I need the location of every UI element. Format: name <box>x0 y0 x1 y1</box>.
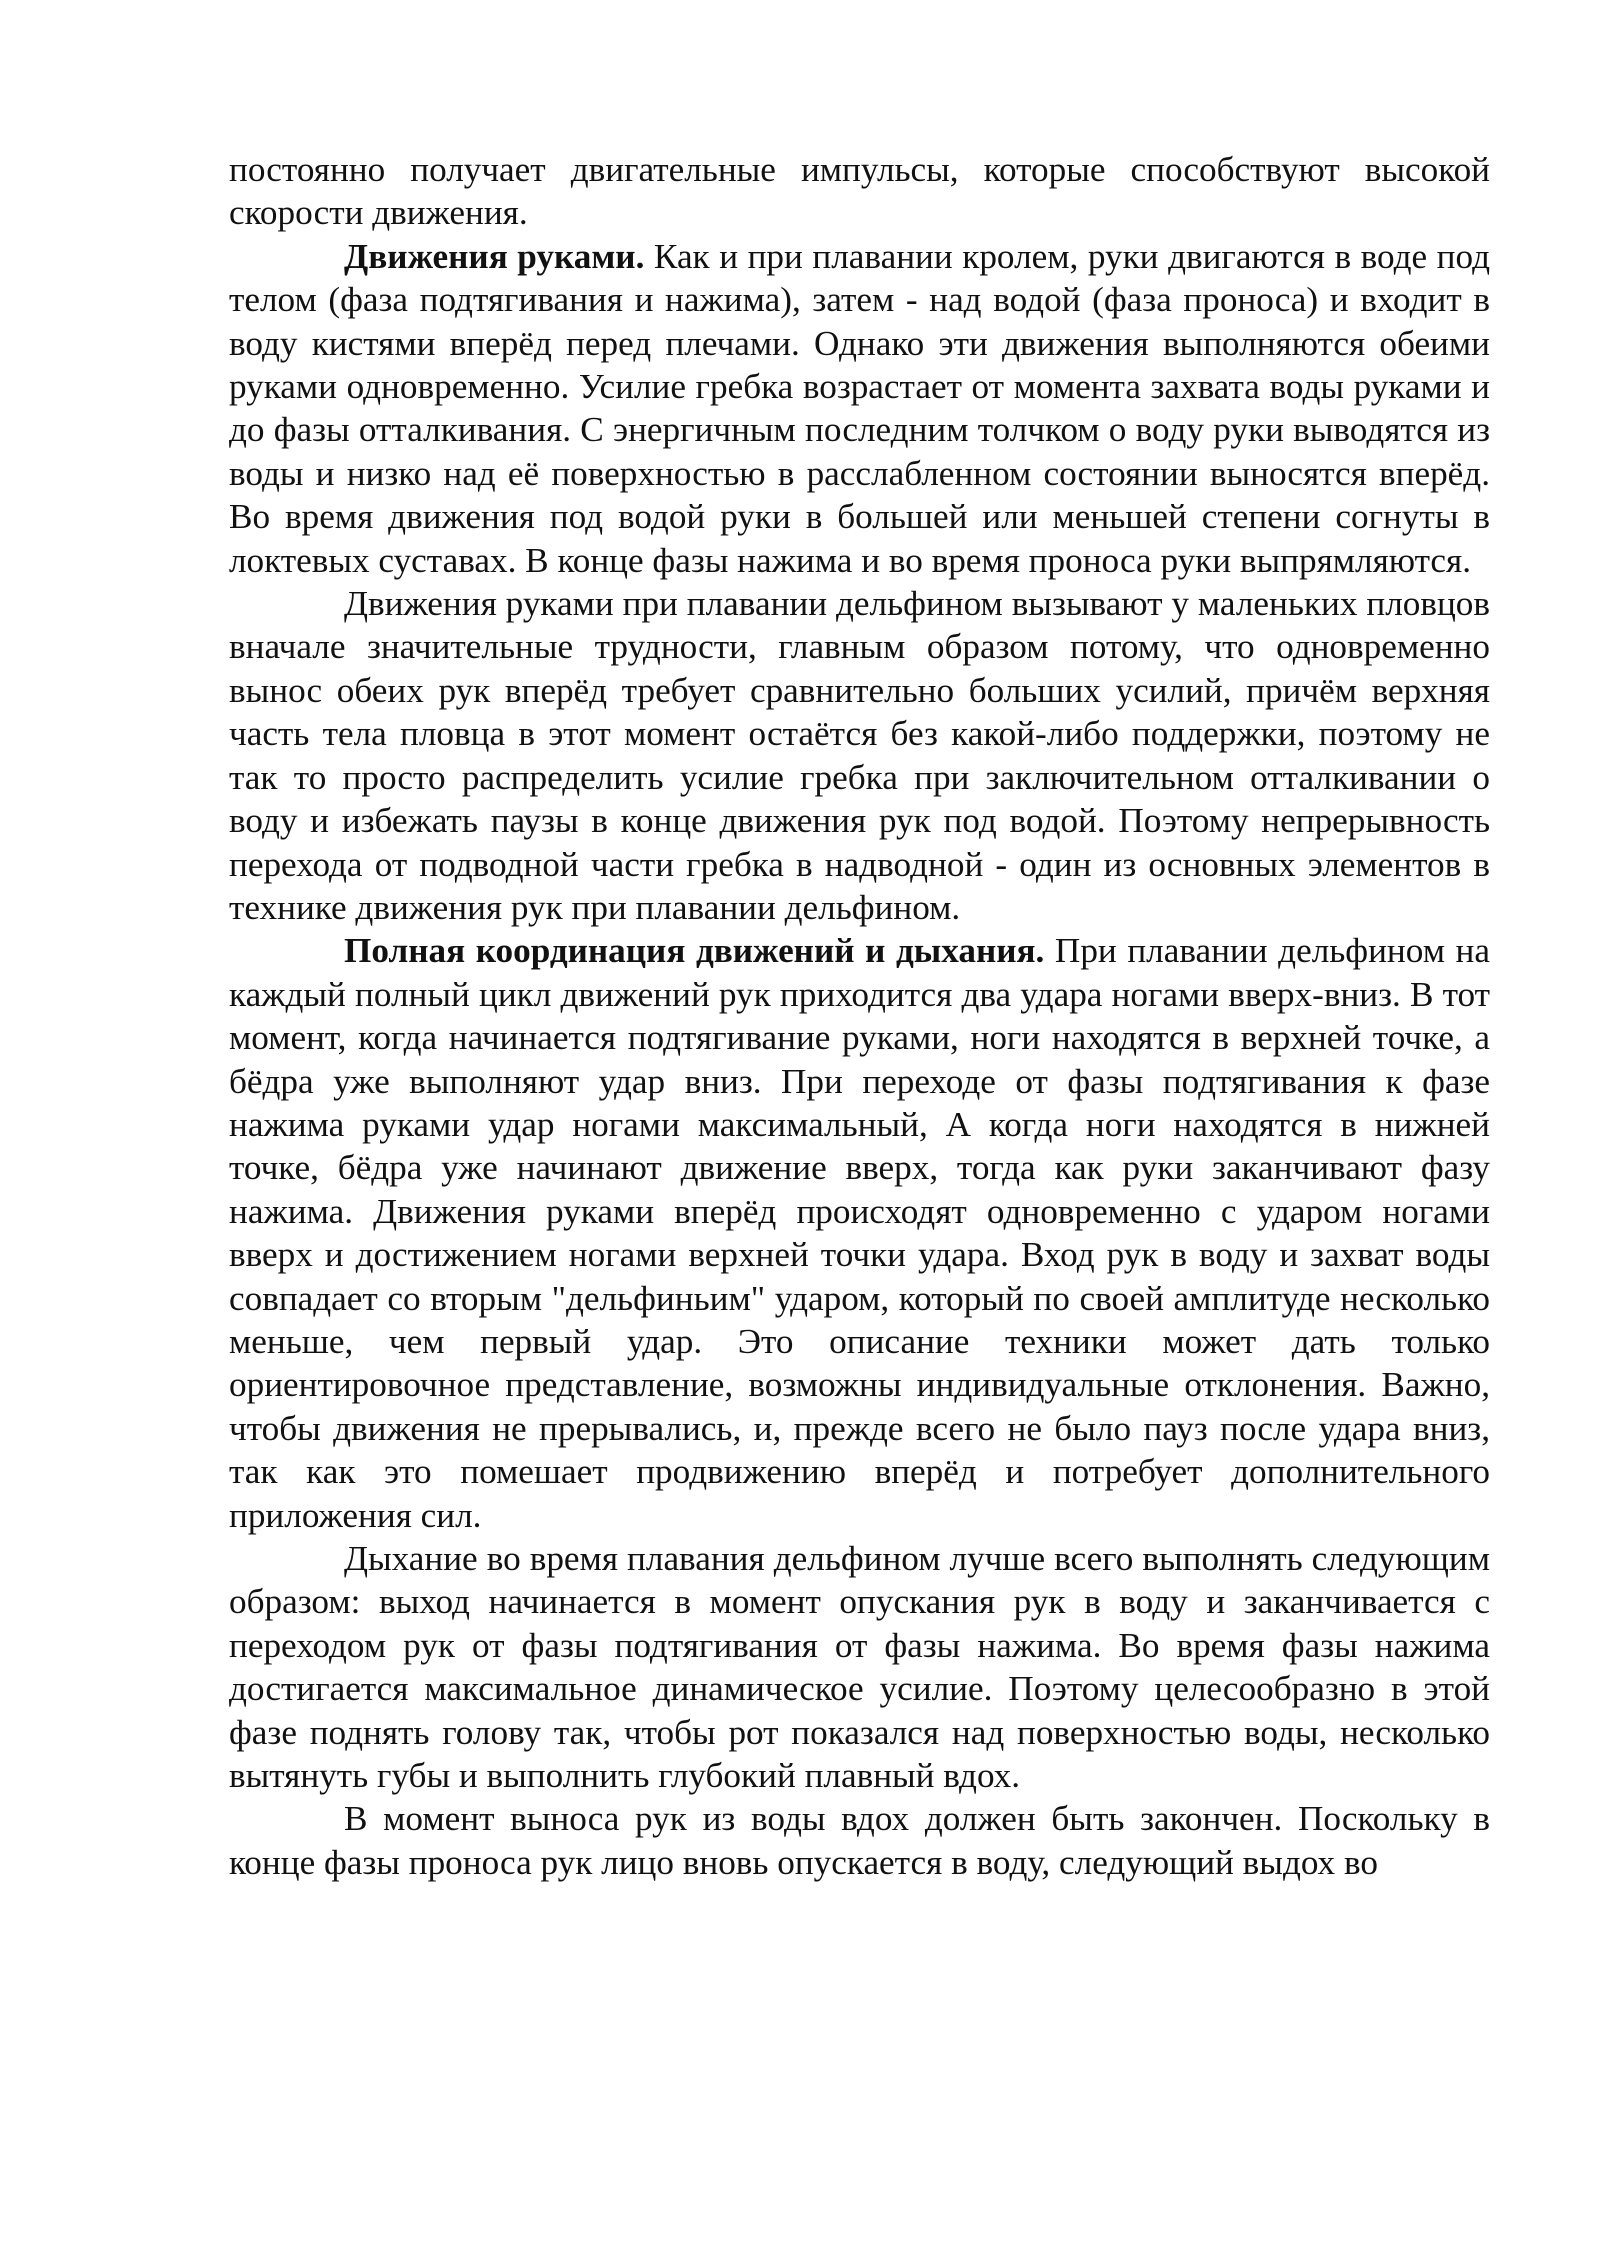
paragraph-arm-difficulties <box>229 582 1490 929</box>
paragraph-text: В момент выноса рук из воды вдох должен быть закончен. Поскольку в конце фазы проноса рук лицо вновь опускается в воду, следующий выдох во <box>229 1799 1490 1882</box>
paragraph-inhale-end <box>229 1797 1490 1884</box>
paragraph-text: При плавании дельфином на каждый полный цикл движений рук приходится два удара ногами вверх-вниз. В тот момент, когда начинается подтягивание руками, ноги находятся в верхней точке, а бёдра уже выполняют удар вниз. При переходе от фазы подтягивания к фазе нажима руками удар ногами максимальный, А когда ноги находятся в нижней точке, бёдра уже начинают движение вверх, тогда как руки заканчивают фазу нажима. Движения руками вперёд происходят одновременно с ударом ногами вверх и достижением ногами верхней точки удара. Вход рук в воду и захват воды совпадает со вторым "дельфиньим" ударом, который по своей амплитуде несколько меньше, чем первый удар. Это описание техники может дать только ориентировочное представление, возможны индивидуальные отклонения. Важно, чтобы движения не прерывались, и, прежде всего не было пауз после удара вниз, так как это помешает продвижению вперёд и потребует дополнительного приложения сил. <box>229 931 1490 1535</box>
paragraph-text: Движения руками при плавании дельфином вызывают у маленьких пловцов вначале значительные трудности, главным образом потому, что одновременно вынос обеих рук вперёд требует сравнительно больших усилий, причём верхняя часть тела пловца в этот момент остаётся без какой-либо поддержки, поэтому не так то просто распределить усилие гребка при заключительном отталкивании о воду и избежать паузы в конце движения рук под водой. Поэтому непрерывность перехода от подводной части гребка в надводной - один из основных элементов в технике движения рук при плавании дельфином. <box>229 584 1490 927</box>
paragraph-text: постоянно получает двигательные импульсы, которые способствуют высокой скорости движения. <box>229 150 1490 233</box>
document-page <box>229 148 1490 1884</box>
paragraph-breathing <box>229 1537 1490 1797</box>
section-heading-arm-movements: Движения руками. <box>344 236 645 276</box>
paragraph-text: Дыхание во время плавания дельфином лучше всего выполнять следующим образом: выход начинается в момент опускания рук в воду и заканчивается с переходом рук от фазы подтягивания от фазы нажима. Во время фазы нажима достигается максимальное динамическое усилие. Поэтому целесообразно в этой фазе поднять голову так, чтобы рот показался над поверхностью воды, несколько вытянуть губы и выполнить глубокий плавный вдох. <box>229 1539 1490 1796</box>
paragraph-full-coordination <box>229 929 1490 1537</box>
section-heading-full-coordination: Полная координация движений и дыхания. <box>344 931 1045 971</box>
paragraph-arm-movements <box>229 235 1490 582</box>
paragraph-continuation <box>229 148 1490 235</box>
paragraph-text: Как и при плавании кролем, руки двигаются в воде под телом (фаза подтягивания и нажима), затем - над водой (фаза проноса) и входит в воду кистями вперёд перед плечами. Однако эти движения выполняются обеими руками одновременно. Усилие гребка возрастает от момента захвата воды руками и до фазы отталкивания. С энергичным последним толчком о воду руки выводятся из воды и низко над её поверхностью в расслабленном состоянии выносятся вперёд. Во время движения под водой руки в большей или меньшей степени согнуты в локтевых суставах. В конце фазы нажима и во время проноса руки выпрямляются. <box>229 236 1490 580</box>
